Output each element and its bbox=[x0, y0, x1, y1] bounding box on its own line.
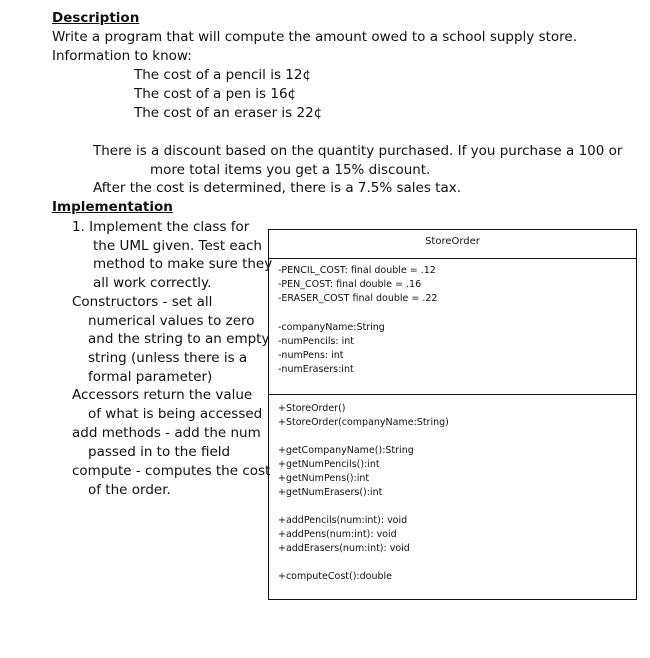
uml-divider bbox=[269, 394, 636, 395]
uml-field: -companyName:String bbox=[278, 322, 385, 333]
uml-accessor: +getNumErasers():int bbox=[278, 487, 383, 498]
uml-divider bbox=[269, 258, 636, 259]
uml-field: -numErasers:int bbox=[278, 364, 354, 375]
uml-accessor: +getNumPens():int bbox=[278, 473, 370, 484]
info-label: Information to know: bbox=[52, 48, 192, 64]
impl-line: formal parameter) bbox=[88, 369, 213, 385]
uml-compute-method: +computeCost():double bbox=[278, 571, 392, 582]
uml-field: -numPencils: int bbox=[278, 336, 355, 347]
impl-line: all work correctly. bbox=[93, 275, 212, 291]
uml-accessor: +getCompanyName():String bbox=[278, 445, 414, 456]
impl-line: add methods - add the num bbox=[72, 425, 261, 441]
pen-cost: The cost of a pen is 16¢ bbox=[134, 86, 297, 102]
uml-mutator: +addPens(num:int): void bbox=[278, 529, 397, 540]
uml-constructor: +StoreOrder() bbox=[278, 403, 346, 414]
impl-line: passed in to the field bbox=[88, 444, 231, 460]
impl-line: and the string to an empty bbox=[88, 331, 270, 347]
uml-constant: -PEN_COST: final double = .16 bbox=[278, 279, 422, 290]
impl-line: of the order. bbox=[88, 482, 171, 498]
uml-constant: -PENCIL_COST: final double = .12 bbox=[278, 265, 436, 276]
uml-constructor: +StoreOrder(companyName:String) bbox=[278, 417, 449, 428]
eraser-cost: The cost of an eraser is 22¢ bbox=[134, 105, 323, 121]
uml-mutator: +addErasers(num:int): void bbox=[278, 543, 410, 554]
impl-line: numerical values to zero bbox=[88, 313, 255, 329]
implementation-heading: Implementation bbox=[52, 199, 173, 215]
uml-class-box bbox=[268, 229, 637, 600]
uml-class-name: StoreOrder bbox=[425, 236, 480, 247]
discount-line-2: more total items you get a 15% discount. bbox=[150, 162, 431, 178]
uml-accessor: +getNumPencils():int bbox=[278, 459, 380, 470]
uml-constant: -ERASER_COST final double = .22 bbox=[278, 293, 438, 304]
impl-line: method to make sure they bbox=[93, 256, 273, 272]
impl-line: string (unless there is a bbox=[88, 350, 248, 366]
impl-line: Accessors return the value bbox=[72, 387, 253, 403]
uml-field: -numPens: int bbox=[278, 350, 344, 361]
impl-line: Constructors - set all bbox=[72, 294, 213, 310]
uml-mutator: +addPencils(num:int): void bbox=[278, 515, 408, 526]
description-heading: Description bbox=[52, 10, 140, 26]
discount-line-1: There is a discount based on the quantity purchased. If you purchase a 100 or bbox=[93, 143, 623, 159]
impl-line: of what is being accessed bbox=[88, 406, 263, 422]
impl-line: the UML given. Test each bbox=[93, 238, 262, 254]
description-intro: Write a program that will compute the amount owed to a school supply store. bbox=[52, 29, 578, 45]
impl-line: compute - computes the cost bbox=[72, 463, 271, 479]
pencil-cost: The cost of a pencil is 12¢ bbox=[134, 67, 312, 83]
tax-line: After the cost is determined, there is a 7.5% sales tax. bbox=[93, 180, 462, 196]
impl-line: 1. Implement the class for bbox=[72, 219, 250, 235]
